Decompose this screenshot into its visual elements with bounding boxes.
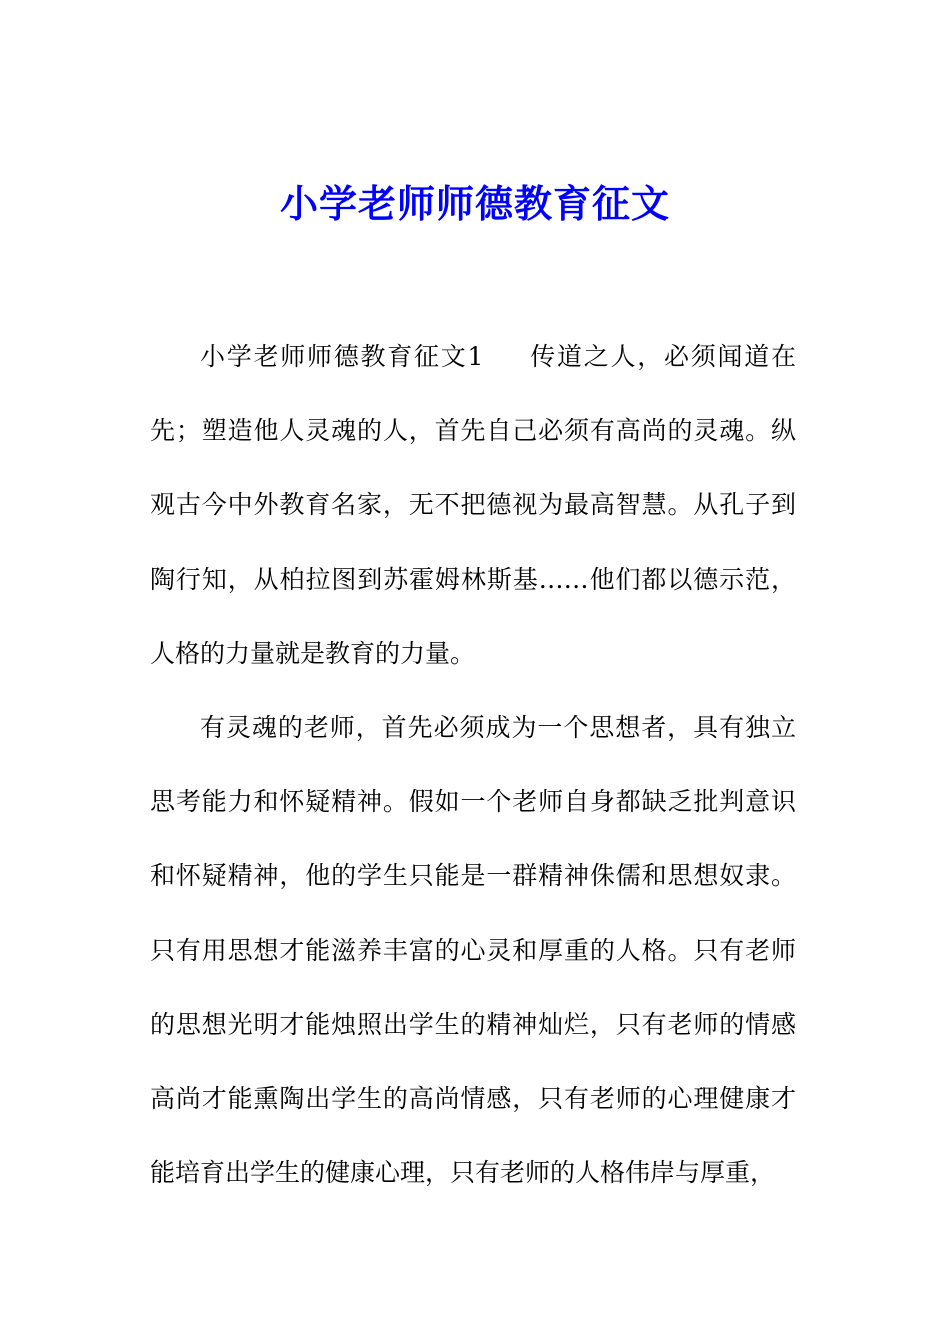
section-heading: 小学老师师德教育征文1 [200, 342, 484, 371]
paragraph-2 [150, 691, 796, 1210]
paragraph-2-text: 有灵魂的老师，首先必须成为一个思想者，具有独立思考能力和怀疑精神。假如一个老师自身都缺乏批判意识和怀疑精神，他的学生只能是一群精神侏儒和思想奴隶。只有用思想才能滋养丰富的心灵和厚重的人格。只有老师的思想光明才能烛照出学生的精神灿烂，只有老师的情感高尚才能熏陶出学生的高尚情感，只有老师的心理健康才能培育出学生的健康心理，只有老师的人格伟岸与厚重， [150, 713, 796, 1188]
document-title: 小学老师师德教育征文 [279, 181, 670, 226]
paragraph-1-text: 传道之人，必须闻道在先；塑造他人灵魂的人，首先自己必须有高尚的灵魂。纵观古今中外教育名家，无不把德视为最高智慧。从孔子到陶行知，从柏拉图到苏霍姆林斯基……他们都以德示范，人格的力量就是教育的力量。 [150, 342, 796, 668]
document-body [150, 320, 796, 1210]
paragraph-1 [150, 320, 796, 691]
